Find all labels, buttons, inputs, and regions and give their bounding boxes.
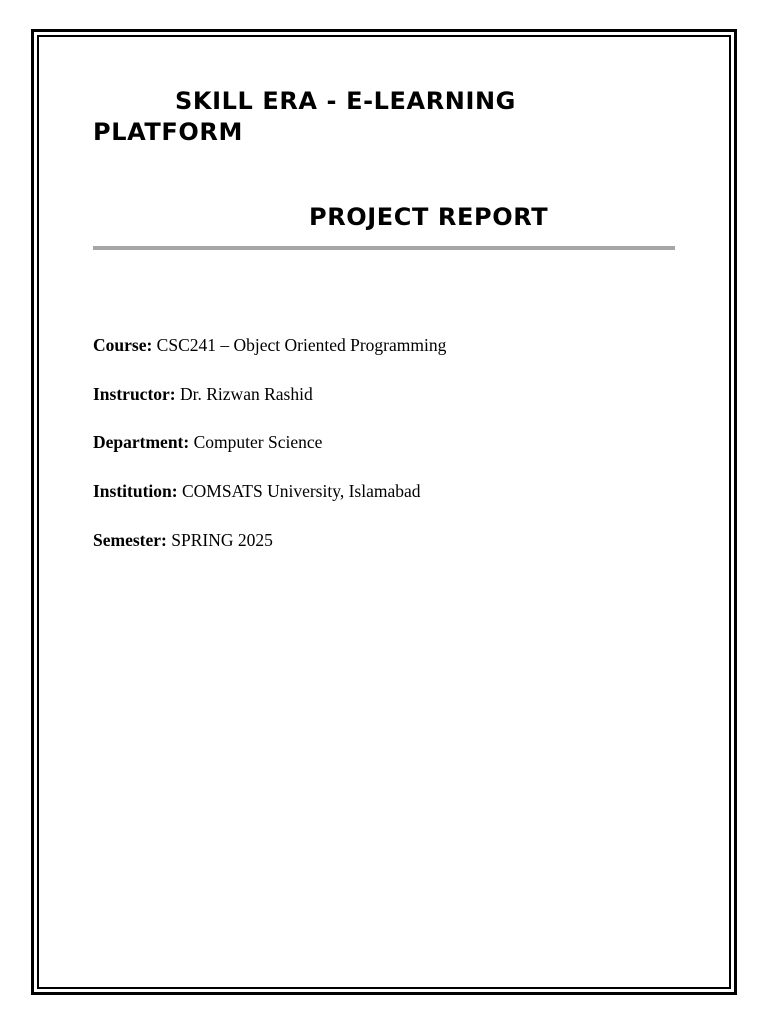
institution-line — [93, 480, 421, 502]
course-line — [93, 334, 446, 356]
department-value: Computer Science — [193, 432, 323, 452]
instructor-value: Dr. Rizwan Rashid — [180, 384, 313, 404]
report-subtitle: PROJECT REPORT — [309, 203, 549, 231]
department-line — [93, 431, 322, 453]
department-label: Department: — [93, 432, 190, 452]
course-value: CSC241 – Object Oriented Programming — [156, 335, 447, 355]
institution-value: COMSATS University, Islamabad — [181, 481, 421, 501]
page-border-inner — [37, 35, 731, 989]
report-title: SKILL ERA - E-LEARNING PLATFORM — [93, 87, 516, 146]
semester-line — [93, 529, 273, 551]
instructor-label: Instructor: — [93, 384, 176, 404]
institution-label: Institution: — [93, 481, 178, 501]
semester-label: Semester: — [93, 530, 167, 550]
course-label: Course: — [93, 335, 153, 355]
instructor-line — [93, 383, 313, 405]
semester-value: SPRING 2025 — [171, 530, 273, 550]
title-divider — [93, 246, 675, 250]
